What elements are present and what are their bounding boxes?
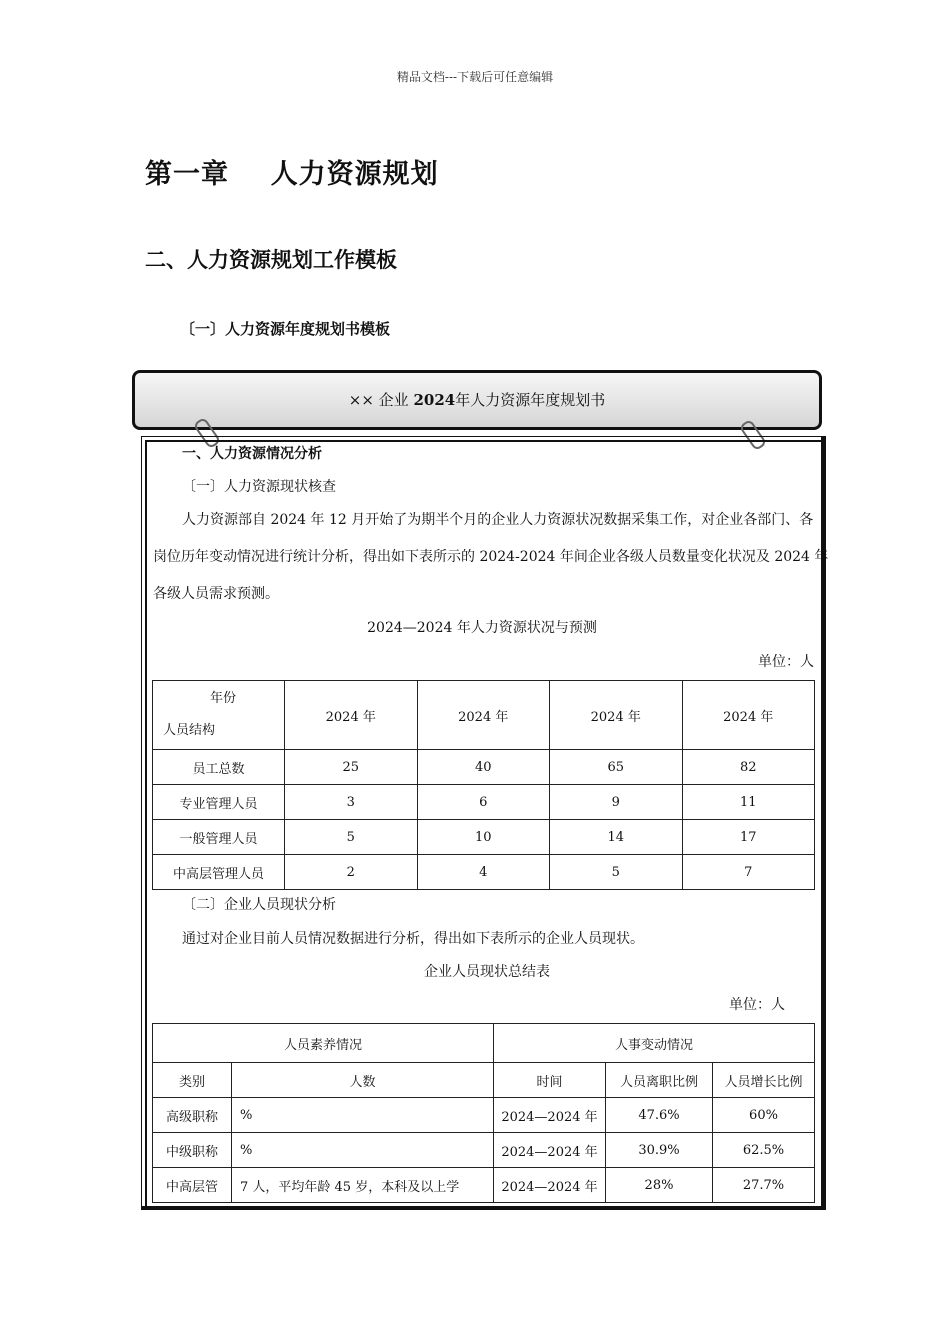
banner-suffix: 年人力资源年度规划书 <box>455 391 606 409</box>
table-cell: 3 <box>285 785 418 820</box>
frame-shadow <box>141 1206 826 1210</box>
unit-label: 单位：人 <box>729 997 785 1013</box>
table-cell: 30.9% <box>606 1133 713 1168</box>
corner-top-label: 年份 <box>210 691 237 706</box>
table-cell: 4 <box>417 855 550 890</box>
table-cell: 7 人，平均年龄 45 岁，本科及以上学 <box>232 1168 494 1203</box>
paragraph-line: 通过对企业目前人员情况数据进行分析，得出如下表所示的企业人员现状。 <box>182 931 644 947</box>
table-cell: 40 <box>417 750 550 785</box>
table-cell: 65 <box>550 750 683 785</box>
table-row <box>153 1133 815 1168</box>
row-label: 员工总数 <box>153 750 285 785</box>
section-title: 二、人力资源规划工作模板 <box>145 247 397 272</box>
document-banner <box>132 370 822 430</box>
table-cell: 82 <box>682 750 815 785</box>
heading-analysis: 一、人力资源情况分析 <box>182 446 322 462</box>
table2-title: 企业人员现状总结表 <box>424 964 550 980</box>
table-cell: 2024—2024 年 <box>494 1098 606 1133</box>
staff-status-table <box>152 1023 815 1203</box>
subsection-title: 〔一〕人力资源年度规划书模板 <box>180 320 391 338</box>
chapter-title: 第一章 人力资源规划 <box>145 159 439 190</box>
heading-staff-analysis: 〔二〕企业人员现状分析 <box>182 897 336 913</box>
table-cell: 高级职称 <box>153 1098 232 1133</box>
table-cell: 7 <box>682 855 815 890</box>
table-cell: 5 <box>285 820 418 855</box>
row-label: 专业管理人员 <box>153 785 285 820</box>
table-row <box>153 855 815 890</box>
year-header: 2024 年 <box>285 681 418 750</box>
column-header: 时间 <box>494 1063 606 1098</box>
corner-bottom-label: 人员结构 <box>163 723 216 738</box>
table-row <box>153 750 815 785</box>
page-header: 精品文档---下载后可任意编辑 <box>396 70 554 84</box>
group-header: 人事变动情况 <box>494 1024 815 1063</box>
table-cell: 14 <box>550 820 683 855</box>
table-cell: % <box>232 1098 494 1133</box>
table1-title: 2024—2024 年人力资源状况与预测 <box>367 620 597 636</box>
table-cell: 9 <box>550 785 683 820</box>
hr-forecast-table <box>152 680 815 890</box>
year-header: 2024 年 <box>417 681 550 750</box>
group-header: 人员素养情况 <box>153 1024 494 1063</box>
table-cell: 28% <box>606 1168 713 1203</box>
table-cell: 60% <box>713 1098 815 1133</box>
year-header: 2024 年 <box>550 681 683 750</box>
paragraph-line: 岗位历年变动情况进行统计分析，得出如下表所示的 2024-2024 年间企业各级人员数量变化状况及 2024 年 <box>153 549 829 565</box>
paragraph-line: 各级人员需求预测。 <box>153 586 279 602</box>
banner-prefix: ×× 企业 <box>348 391 409 409</box>
paragraph-line: 人力资源部自 2024 年 12 月开始了为期半个月的企业人力资源状况数据采集工作，对企业各部门、各 <box>182 512 814 528</box>
table-cell: 27.7% <box>713 1168 815 1203</box>
year-header: 2024 年 <box>682 681 815 750</box>
table-cell: 2 <box>285 855 418 890</box>
table-row <box>153 785 815 820</box>
unit-label: 单位：人 <box>758 654 814 670</box>
table-cell: 11 <box>682 785 815 820</box>
table-corner-cell <box>153 681 285 750</box>
table-cell: 6 <box>417 785 550 820</box>
table-cell: 2024—2024 年 <box>494 1168 606 1203</box>
table-cell: 62.5% <box>713 1133 815 1168</box>
table-row <box>153 1168 815 1203</box>
column-header: 人员增长比例 <box>713 1063 815 1098</box>
column-header: 人数 <box>232 1063 494 1098</box>
heading-status-check: 〔一〕人力资源现状核查 <box>182 479 336 495</box>
table-cell: 中级职称 <box>153 1133 232 1168</box>
column-header: 类别 <box>153 1063 232 1098</box>
table-cell: 47.6% <box>606 1098 713 1133</box>
table-cell: 2024—2024 年 <box>494 1133 606 1168</box>
table-cell: 17 <box>682 820 815 855</box>
table-cell: 25 <box>285 750 418 785</box>
table-cell: 中高层管 <box>153 1168 232 1203</box>
row-label: 一般管理人员 <box>153 820 285 855</box>
banner-year: 2024 <box>413 391 456 409</box>
table-cell: 5 <box>550 855 683 890</box>
table-cell: % <box>232 1133 494 1168</box>
table-row <box>153 1098 815 1133</box>
table-cell: 10 <box>417 820 550 855</box>
row-label: 中高层管理人员 <box>153 855 285 890</box>
table-row <box>153 820 815 855</box>
column-header: 人员离职比例 <box>606 1063 713 1098</box>
